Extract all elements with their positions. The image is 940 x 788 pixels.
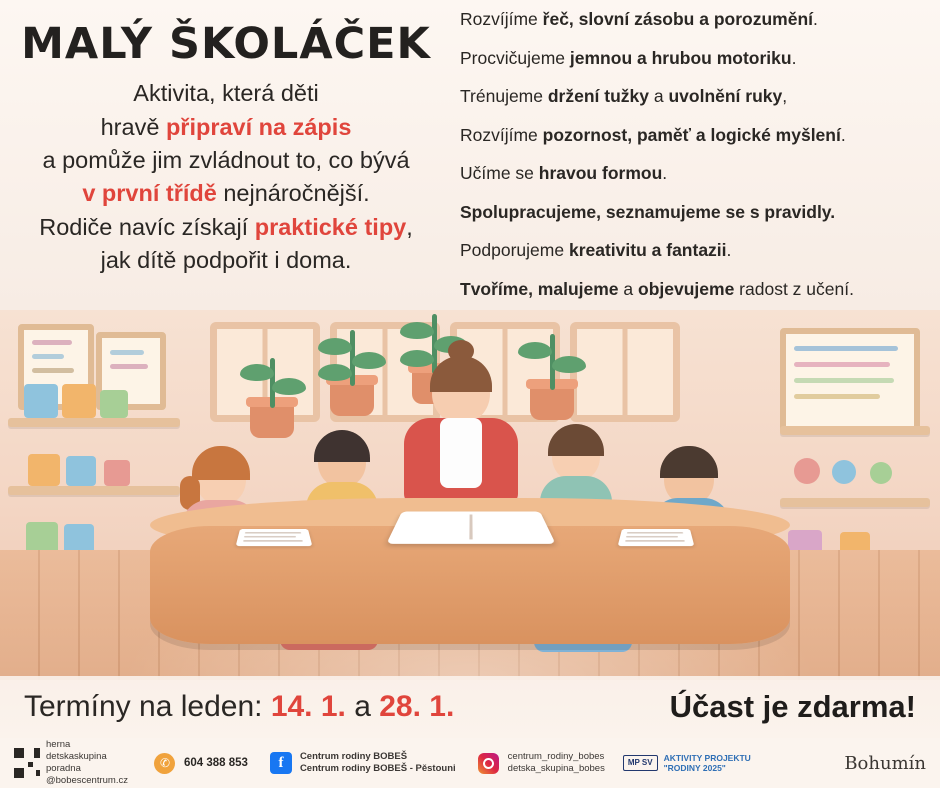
lead-text: Aktivita, která děti xyxy=(133,80,319,107)
lead-line xyxy=(12,244,440,277)
lead-highlight: připraví na zápis xyxy=(165,113,352,140)
toy-block xyxy=(104,460,130,486)
lead-text: nejnáročnější. xyxy=(223,180,370,207)
ball-toy xyxy=(794,458,820,484)
classroom-illustration xyxy=(0,308,940,680)
dates-conjunction: a xyxy=(354,690,371,723)
open-book xyxy=(386,511,555,543)
benefit-text: . xyxy=(662,163,668,184)
lead-line xyxy=(12,77,440,110)
shelf xyxy=(8,418,180,427)
benefit-emphasis: řeč, slovní zásobu a porozumění xyxy=(542,9,813,29)
benefit-emphasis: objevujeme xyxy=(638,279,735,300)
footer-city xyxy=(844,753,926,774)
benefit-emphasis: jemnou a hrubou motoriku xyxy=(569,47,792,68)
qr-code-icon xyxy=(14,750,40,776)
worksheet xyxy=(618,529,695,546)
shelf xyxy=(780,498,930,507)
instagram-icon xyxy=(476,750,502,776)
benefit-text: . xyxy=(726,240,732,261)
page-title: MALÝ ŠKOLÁČEK xyxy=(21,19,431,69)
lead-text: Rodiče navíc získají xyxy=(39,213,255,240)
instagram-handle: centrum_rodiny_bobes xyxy=(507,750,605,762)
benefit-item xyxy=(460,124,928,148)
phone-number: 604 388 853 xyxy=(183,757,248,769)
contact-line: poradna xyxy=(46,763,81,774)
benefit-text: Rozvíjíme xyxy=(460,9,543,29)
benefit-emphasis: držení tužky xyxy=(547,86,649,107)
lead-text: a pomůže jim zvládnout to, co bývá xyxy=(42,146,410,173)
lead-highlight: praktické tipy xyxy=(254,213,407,240)
toy-block xyxy=(24,384,58,418)
phone-icon: ✆ xyxy=(152,750,178,776)
benefits-list xyxy=(452,0,940,310)
toy-block xyxy=(66,456,96,486)
benefit-emphasis: uvolnění ruky xyxy=(668,86,783,107)
mpsv-logo: MP SV xyxy=(623,755,658,771)
benefit-item xyxy=(460,201,928,225)
bohumin-logo: Bohumín xyxy=(844,752,926,774)
facebook-lines xyxy=(300,751,456,775)
benefit-text: Rozvíjíme xyxy=(460,124,543,145)
footer-facebook[interactable] xyxy=(268,750,456,776)
footer-phone[interactable] xyxy=(152,750,248,776)
date-second: 28. 1. xyxy=(379,690,455,723)
toy-block xyxy=(100,390,128,418)
benefit-text: . xyxy=(813,9,818,29)
dates-label: Termíny na leden: xyxy=(24,690,263,723)
benefit-emphasis: pozornost, paměť a logické myšlení xyxy=(542,124,841,145)
contact-line: detskaskupina xyxy=(46,750,107,762)
toy-block xyxy=(28,454,60,486)
lead-line xyxy=(12,111,440,144)
contact-lines xyxy=(46,739,128,788)
ball-toy xyxy=(832,460,856,484)
benefit-text: . xyxy=(791,47,797,68)
dates-text xyxy=(24,690,454,724)
benefit-item xyxy=(460,47,928,71)
benefit-text: Učíme se xyxy=(460,163,539,184)
lead-line xyxy=(12,144,440,177)
benefit-emphasis: hravou formou xyxy=(538,163,663,184)
footer-contact xyxy=(14,739,128,788)
benefit-text: radost z učení. xyxy=(734,279,854,300)
facebook-page: Centrum rodiny BOBEŠ xyxy=(299,750,408,762)
dates-band xyxy=(0,676,940,738)
benefit-text: , xyxy=(782,86,788,107)
lead-text: , xyxy=(406,213,413,240)
contact-line: @bobescentrum.cz xyxy=(46,775,128,787)
alphabet-poster xyxy=(780,328,920,434)
benefit-text: . xyxy=(840,124,846,145)
benefit-item xyxy=(460,8,928,32)
benefit-item xyxy=(460,162,928,186)
ball-toy xyxy=(870,462,892,484)
contact-line: herna xyxy=(46,738,71,750)
header-section xyxy=(0,0,940,310)
footer-mpsv xyxy=(623,753,751,773)
footer xyxy=(0,738,940,788)
instagram-lines xyxy=(508,751,605,775)
facebook-icon: f xyxy=(268,750,294,776)
benefit-item xyxy=(460,85,928,109)
window-icon xyxy=(570,322,680,422)
instagram-handle: detska_skupina_bobes xyxy=(507,763,605,774)
benefit-text: a xyxy=(618,279,639,300)
benefit-text: Procvičujeme xyxy=(460,47,570,68)
lead-line xyxy=(12,177,440,210)
benefit-emphasis: Tvoříme, malujeme xyxy=(460,279,619,300)
facebook-page: Centrum rodiny BOBEŠ - Pěstouni xyxy=(299,763,456,774)
lead-highlight: v první třídě xyxy=(82,180,224,207)
lead-line xyxy=(12,211,440,244)
project-line: "RODINY 2025" xyxy=(663,763,726,773)
toy-block xyxy=(62,384,96,418)
benefit-item xyxy=(460,239,928,263)
project-lines xyxy=(664,753,751,773)
benefit-emphasis: Spolupracujeme, seznamujeme se s pravidly. xyxy=(460,201,836,222)
shelf xyxy=(780,426,930,435)
free-participation-text: Účast je zdarma! xyxy=(669,689,916,724)
date-first: 14. 1. xyxy=(270,690,346,723)
shelf xyxy=(8,486,180,495)
header-left xyxy=(0,0,452,310)
lead-paragraph xyxy=(12,77,440,277)
benefit-text: Podporujeme xyxy=(460,240,569,261)
worksheet xyxy=(236,529,313,546)
lead-text: hravě xyxy=(100,113,166,140)
lead-text: jak dítě podpořit i doma. xyxy=(100,246,352,273)
benefit-text: Trénujeme xyxy=(460,86,548,107)
benefit-emphasis: kreativitu a fantazii xyxy=(568,240,727,261)
benefit-item xyxy=(460,278,928,302)
project-line: AKTIVITY PROJEKTU xyxy=(663,752,751,763)
footer-instagram[interactable] xyxy=(476,750,605,776)
benefit-text: a xyxy=(649,86,669,107)
